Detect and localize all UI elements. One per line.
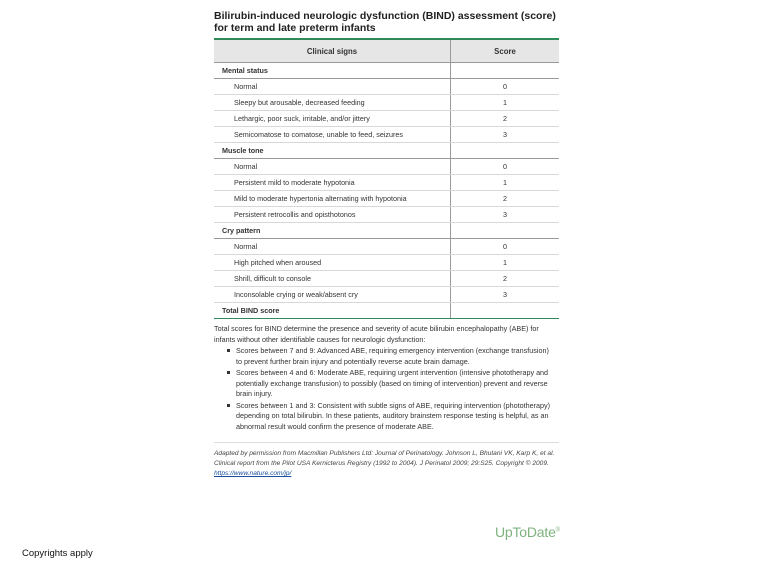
score-cell: 1	[451, 95, 560, 111]
sign-cell: Shrill, difficult to console	[214, 271, 451, 287]
interpretation-intro: Total scores for BIND determine the presence and severity of acute bilirubin encephalopathy (ABE) for infants without other identifiable causes for neurologic dysfunction:	[214, 324, 539, 344]
header-score: Score	[451, 39, 560, 63]
section-row	[214, 63, 559, 79]
attribution-link[interactable]: https://www.nature.com/jp/	[214, 470, 292, 477]
table-row	[214, 207, 559, 223]
interpretation-list	[214, 346, 554, 432]
sign-cell: Normal	[214, 79, 451, 95]
bind-figure	[214, 10, 566, 479]
brand-name: UpToDate	[495, 524, 556, 540]
score-interpretation	[214, 324, 554, 432]
score-cell: 3	[451, 127, 560, 143]
section-score-empty	[451, 63, 560, 79]
score-cell: 0	[451, 159, 560, 175]
table-row	[214, 239, 559, 255]
table-header-row	[214, 39, 559, 63]
table-row	[214, 287, 559, 303]
score-cell: 0	[451, 79, 560, 95]
attribution	[214, 449, 559, 479]
section-row	[214, 223, 559, 239]
table-row	[214, 175, 559, 191]
list-item	[236, 368, 554, 400]
sign-cell: Persistent mild to moderate hypotonia	[214, 175, 451, 191]
bullet-icon	[227, 404, 230, 407]
table-row	[214, 271, 559, 287]
bullet-text: Scores between 7 and 9: Advanced ABE, requiring emergency intervention (exchange transfusion) to prevent further brain injury and potentially reverse acute brain damage.	[236, 346, 549, 366]
figure-title: Bilirubin-induced neurologic dysfunction (BIND) assessment (score) for term and late preterm infants	[214, 10, 556, 34]
section-muscle-tone: Muscle tone	[214, 143, 451, 159]
total-row	[214, 303, 559, 319]
section-mental-status: Mental status	[214, 63, 451, 79]
table-row	[214, 255, 559, 271]
total-bind-score-label: Total BIND score	[214, 303, 451, 319]
bullet-text: Scores between 1 and 3: Consistent with subtle signs of ABE, requiring intervention (phototherapy) depending on total bilirubin. In these patients, auditory brainstem response testing is helpful, as an abnormal result would confirm the presence of moderate ABE.	[236, 400, 551, 431]
table-row	[214, 79, 559, 95]
bullet-icon	[227, 371, 230, 374]
sign-cell: Persistent retrocollis and opisthotonos	[214, 207, 451, 223]
score-cell: 3	[451, 207, 560, 223]
table-row	[214, 111, 559, 127]
uptodate-logo	[495, 524, 560, 540]
sign-cell: Normal	[214, 159, 451, 175]
score-cell: 1	[451, 255, 560, 271]
score-cell: 0	[451, 239, 560, 255]
table-row	[214, 95, 559, 111]
list-item	[236, 401, 554, 433]
sign-cell: Lethargic, poor suck, irritable, and/or jittery	[214, 111, 451, 127]
score-cell: 1	[451, 175, 560, 191]
header-clinical-signs: Clinical signs	[214, 39, 451, 63]
section-score-empty	[451, 223, 560, 239]
sign-cell: Inconsolable crying or weak/absent cry	[214, 287, 451, 303]
bind-table	[214, 38, 559, 319]
table-row	[214, 159, 559, 175]
sign-cell: High pitched when aroused	[214, 255, 451, 271]
divider	[214, 442, 559, 443]
section-row	[214, 143, 559, 159]
sign-cell: Sleepy but arousable, decreased feeding	[214, 95, 451, 111]
bullet-text: Scores between 4 and 6: Moderate ABE, requiring urgent intervention (intensive phototherapy and potentially exchange transfusion) to possibly (based on timing of intervention) prevent and reverse brain injury.	[236, 368, 549, 398]
copyright-notice: Copyrights apply	[22, 548, 93, 559]
sign-cell: Normal	[214, 239, 451, 255]
score-cell: 2	[451, 191, 560, 207]
section-cry-pattern: Cry pattern	[214, 223, 451, 239]
table-row	[214, 191, 559, 207]
score-cell: 2	[451, 111, 560, 127]
sign-cell: Mild to moderate hypertonia alternating with hypotonia	[214, 191, 451, 207]
sign-cell: Semicomatose to comatose, unable to feed, seizures	[214, 127, 451, 143]
registered-mark: ®	[555, 527, 560, 534]
attribution-text: Adapted by permission from Macmillan Publishers Ltd: Journal of Perinatology. Johnson L, Bhutani VK, Karp K, et al. Clinical report from the Pilot USA Kernicterus Registry (1992 to 2004). J Perinatol 2009; 29:S25. Copyright © 2009.	[214, 450, 555, 467]
bullet-icon	[227, 349, 230, 352]
table-row	[214, 127, 559, 143]
list-item	[236, 346, 554, 367]
total-score-empty	[451, 303, 560, 319]
section-score-empty	[451, 143, 560, 159]
score-cell: 2	[451, 271, 560, 287]
score-cell: 3	[451, 287, 560, 303]
